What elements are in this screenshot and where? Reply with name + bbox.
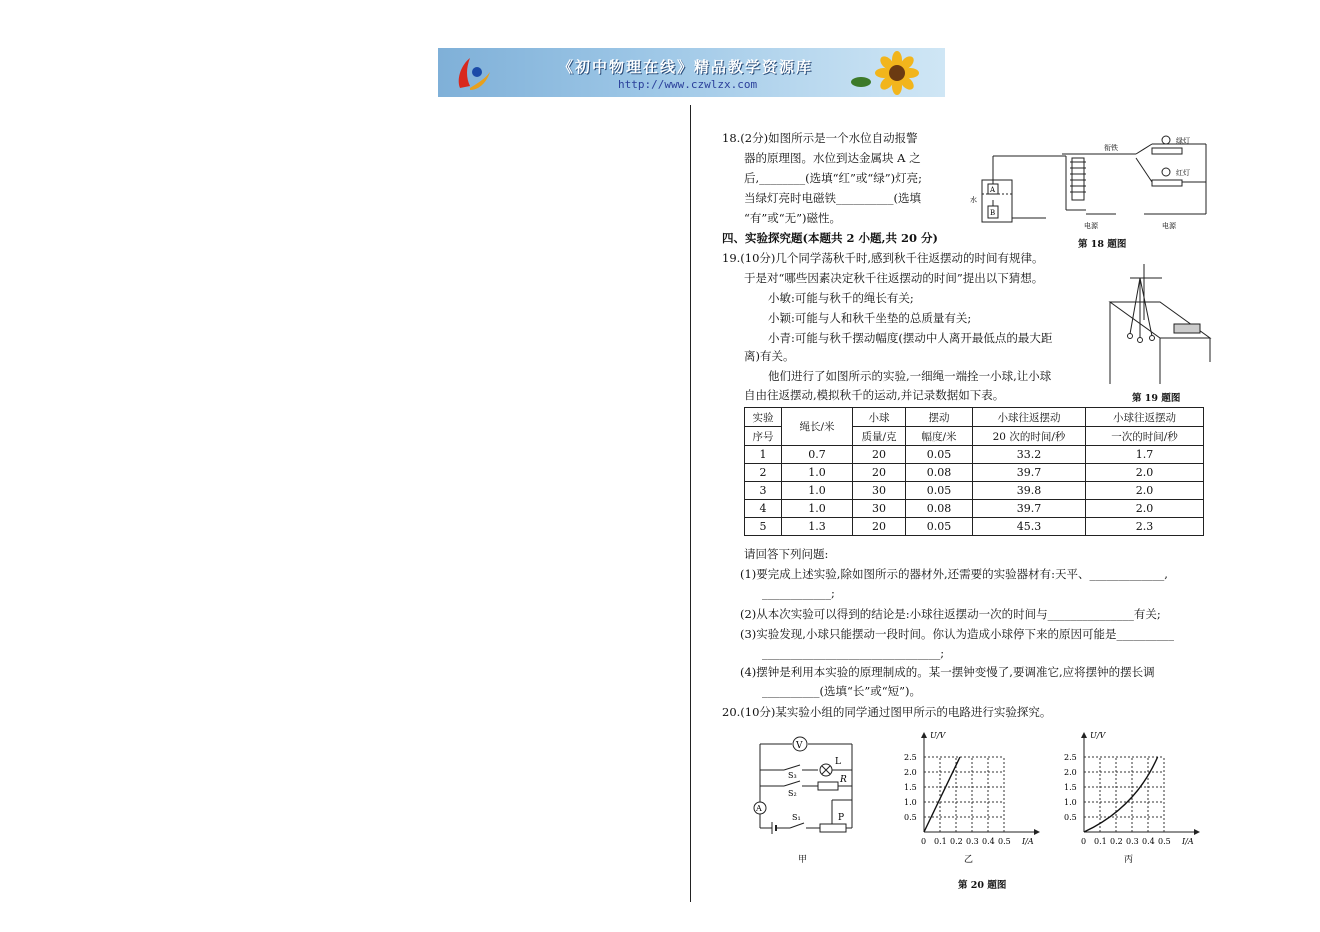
table-header-cell: 幅度/米 — [906, 427, 973, 446]
section4-heading: 四、实验探究题(本题共 2 小题,共 20 分) — [722, 231, 938, 245]
q18-label-b: B — [990, 209, 996, 217]
table-cell: 1.0 — [782, 464, 853, 482]
table-row — [745, 446, 1204, 464]
q18-label-power1: 电源 — [1084, 222, 1098, 230]
table-row — [745, 464, 1204, 482]
q19-line5: 小青:可能与秋千摆动幅度(摆动中人离开最低点的最大距 — [768, 331, 1053, 345]
table-cell: 2.0 — [1086, 482, 1204, 500]
table-cell: 1 — [745, 446, 782, 464]
table-cell: 4 — [745, 500, 782, 518]
graph-bing-xtick-label: 0.4 — [1142, 837, 1155, 846]
q20-caption: 第 20 题图 — [958, 880, 1007, 891]
table-cell: 45.3 — [973, 518, 1086, 536]
table-cell: 1.0 — [782, 500, 853, 518]
graph-bing-xtick-label: 0 — [1081, 837, 1087, 846]
q19-sub4b: __________(选填“长”或“短”)。 — [762, 684, 921, 698]
graph-bing-ytick-label: 2.5 — [1064, 753, 1077, 762]
table-cell: 1.0 — [782, 482, 853, 500]
q19-sub3b: _______________________________; — [762, 646, 945, 660]
graph-yi-ytick-label: 2.0 — [904, 768, 917, 777]
q18-label-green: 绿灯 — [1176, 137, 1190, 145]
table-cell: 0.05 — [906, 518, 973, 536]
q18-line3: 后,________(选填“红”或“绿”)灯亮; — [744, 171, 923, 185]
graph-yi-xtick-label: 0 — [921, 837, 927, 846]
q18-label-power2: 电源 — [1162, 222, 1176, 230]
graph-bing-ylabel: U/V — [1090, 731, 1106, 740]
q19-sub2: (2)从本次实验可以得到的结论是:小球往返摆动一次的时间与_______________有关; — [740, 607, 1161, 621]
q18-line5: “有”或“无”)磁性。 — [744, 211, 842, 225]
circuit-r: R — [840, 775, 847, 785]
q19-line8: 自由往返摆动,模拟秋千的运动,并记录数据如下表。 — [744, 388, 1005, 402]
table-cell: 20 — [853, 446, 906, 464]
table-header-cell: 小球往返摆动 — [973, 408, 1086, 427]
table-cell: 3 — [745, 482, 782, 500]
q19-line6: 离)有关。 — [744, 349, 795, 363]
graph-yi-y-arrow — [921, 732, 927, 738]
table-cell: 2 — [745, 464, 782, 482]
circuit-v: V — [796, 741, 803, 751]
graph-yi-xtick-label: 0.5 — [998, 837, 1011, 846]
table-cell: 2.0 — [1086, 464, 1204, 482]
table-header-cell: 20 次的时间/秒 — [973, 427, 1086, 446]
table-cell: 30 — [853, 500, 906, 518]
table-header-row — [745, 408, 1204, 427]
q19-line2: 于是对“哪些因素决定秋千往返摆动的时间”提出以下猜想。 — [744, 271, 1044, 285]
table-cell: 20 — [853, 464, 906, 482]
circuit-p: P — [838, 813, 845, 823]
table-cell: 39.7 — [973, 464, 1086, 482]
graph-yi-xtick-label: 0.4 — [982, 837, 995, 846]
q20-graph-yi — [900, 728, 1050, 868]
table-header-cell: 小球往返摆动 — [1086, 408, 1204, 427]
graph-yi-ytick-label: 1.0 — [904, 798, 917, 807]
table-cell: 0.05 — [906, 446, 973, 464]
table-cell: 0.08 — [906, 464, 973, 482]
graph-bing-ytick-label: 1.0 — [1064, 798, 1077, 807]
graph-bing-xtick-label: 0.2 — [1110, 837, 1123, 846]
banner-url[interactable]: http://www.czwlzx.com — [618, 78, 758, 91]
table-cell: 0.05 — [906, 482, 973, 500]
graph-yi-ytick-label: 2.5 — [904, 753, 917, 762]
graph-bing-xtick-label: 0.5 — [1158, 837, 1171, 846]
q18-label-a: A — [990, 186, 996, 194]
q19-line4: 小颖:可能与人和秋千坐垫的总质量有关; — [768, 311, 972, 325]
table-cell: 39.8 — [973, 482, 1086, 500]
graph-bing-label: 丙 — [1124, 855, 1134, 865]
circuit-s2: S₂ — [788, 789, 797, 798]
table-cell: 2.0 — [1086, 500, 1204, 518]
table-cell: 30 — [853, 482, 906, 500]
graph-yi-xtick-label: 0.1 — [934, 837, 947, 846]
graph-bing-xtick-label: 0.3 — [1126, 837, 1139, 846]
table-header-cell: 质量/克 — [853, 427, 906, 446]
table-cell: 2.3 — [1086, 518, 1204, 536]
q19-sub1b: ____________; — [762, 586, 835, 600]
graph-yi-ytick-label: 0.5 — [904, 813, 917, 822]
circuit-label: 甲 — [798, 855, 808, 865]
q19-caption: 第 19 题图 — [1132, 393, 1181, 404]
circuit-l: L — [835, 757, 841, 767]
q18-line4: 当绿灯亮时电磁铁__________(选填 — [744, 191, 921, 205]
graph-yi-label: 乙 — [964, 855, 974, 865]
logo-icon — [450, 54, 494, 92]
graph-bing-x-arrow — [1194, 829, 1200, 835]
table-header-cell: 序号 — [745, 427, 782, 446]
q19-prompt: 请回答下列问题: — [744, 547, 829, 561]
graph-bing-ytick-label: 1.5 — [1064, 783, 1077, 792]
q18-label-iron: 衔铁 — [1104, 144, 1118, 152]
circuit-a: A — [756, 804, 762, 813]
table-row — [745, 518, 1204, 536]
q20-circuit-figure — [740, 730, 870, 870]
sunflower-icon — [847, 50, 937, 96]
q18-line2: 器的原理图。水位到达金属块 A 之 — [744, 151, 921, 165]
q19-sub1a: (1)要完成上述实验,除如图所示的器材外,还需要的实验器材有:天平、_____________, — [740, 567, 1168, 581]
graph-yi-xtick-label: 0.2 — [950, 837, 963, 846]
table-row — [745, 500, 1204, 518]
q19-sub3a: (3)实验发现,小球只能摆动一段时间。你认为造成小球停下来的原因可能是__________ — [740, 627, 1174, 641]
graph-yi-ylabel: U/V — [930, 731, 946, 740]
graph-yi-line — [924, 757, 960, 832]
table-header-cell: 绳长/米 — [782, 408, 853, 446]
graph-bing-y-arrow — [1081, 732, 1087, 738]
q20-line1: 20.(10分)某实验小组的同学通过图甲所示的电路进行实验探究。 — [722, 705, 1052, 719]
q19-line3: 小敏:可能与秋千的绳长有关; — [768, 291, 914, 305]
graph-bing-ytick-label: 2.0 — [1064, 768, 1077, 777]
table-cell: 0.7 — [782, 446, 853, 464]
graph-yi-xtick-label: 0.3 — [966, 837, 979, 846]
table-header-cell: 实验 — [745, 408, 782, 427]
q18-caption: 第 18 题图 — [1078, 239, 1127, 250]
table-cell: 5 — [745, 518, 782, 536]
circuit-s3: S₃ — [788, 771, 797, 780]
q18-line1: 18.(2分)如图所示是一个水位自动报警 — [722, 131, 918, 145]
graph-bing-ytick-label: 0.5 — [1064, 813, 1077, 822]
graph-bing-xtick-label: 0.1 — [1094, 837, 1107, 846]
graph-bing-xlabel: I/A — [1182, 837, 1194, 846]
q19-figure — [1100, 258, 1218, 386]
table-cell: 33.2 — [973, 446, 1086, 464]
q18-figure — [966, 130, 1212, 234]
table-cell: 20 — [853, 518, 906, 536]
q19-data-table — [744, 407, 1204, 536]
circuit-s1: S₁ — [792, 813, 801, 822]
banner-title: 《初中物理在线》精品教学资源库 — [558, 58, 814, 76]
q20-graph-bing — [1060, 728, 1210, 868]
q19-sub4a: (4)摆钟是利用本实验的原理制成的。某一摆钟变慢了,要调准它,应将摆钟的摆长调 — [740, 665, 1155, 679]
table-header-cell: 一次的时间/秒 — [1086, 427, 1204, 446]
q19-line1: 19.(10分)几个同学荡秋千时,感到秋千往返摆动的时间有规律。 — [722, 251, 1044, 265]
table-row — [745, 482, 1204, 500]
table-cell: 1.3 — [782, 518, 853, 536]
column-divider — [690, 105, 691, 902]
table-header-cell: 摆动 — [906, 408, 973, 427]
graph-yi-x-arrow — [1034, 829, 1040, 835]
q19-line7: 他们进行了如图所示的实验,一细绳一端拴一小球,让小球 — [768, 369, 1052, 383]
q18-label-red: 红灯 — [1176, 169, 1190, 177]
graph-bing-curve — [1084, 757, 1158, 832]
q18-label-water: 水 — [970, 196, 977, 204]
header-banner — [438, 48, 945, 97]
table-cell: 39.7 — [973, 500, 1086, 518]
table-cell: 1.7 — [1086, 446, 1204, 464]
table-header-cell: 小球 — [853, 408, 906, 427]
graph-yi-ytick-label: 1.5 — [904, 783, 917, 792]
graph-yi-xlabel: I/A — [1022, 837, 1034, 846]
table-cell: 0.08 — [906, 500, 973, 518]
